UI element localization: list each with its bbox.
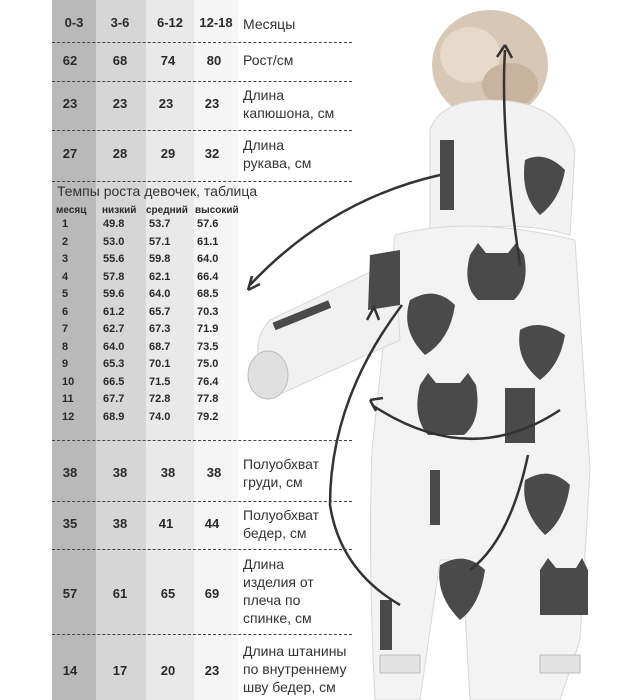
size-value: 38: [206, 465, 222, 480]
size-value: 38: [112, 516, 128, 531]
size-value: 17: [112, 663, 128, 678]
growth-table-header: низкий: [102, 205, 137, 216]
row-divider: [52, 42, 352, 43]
size-value: 12-18: [199, 15, 233, 30]
row-label: рукава, см: [243, 155, 312, 171]
growth-table-month: 1: [62, 218, 69, 230]
growth-table-value: 53.7: [149, 218, 171, 230]
growth-table-value: 67.3: [149, 323, 171, 335]
row-divider: [52, 440, 352, 441]
growth-table-value: 68.7: [149, 340, 171, 353]
size-value: 57: [62, 586, 78, 601]
size-value: 68: [112, 53, 128, 68]
growth-table-value: 76.4: [197, 375, 219, 388]
growth-table-value: 62.7: [103, 323, 125, 335]
row-label: спинке, см: [243, 610, 312, 626]
growth-table-month: 3: [62, 253, 69, 265]
size-value: 41: [158, 516, 174, 531]
growth-table-month: 11: [62, 393, 74, 405]
growth-table-month: 5: [62, 288, 69, 300]
row-divider: [52, 81, 352, 82]
size-value: 28: [112, 146, 128, 161]
growth-table-value: 57.6: [197, 218, 219, 230]
growth-table-value: 64.0: [149, 288, 171, 300]
growth-table-value: 62.1: [149, 270, 171, 283]
growth-table-month: 12: [62, 410, 75, 423]
row-label: плеча по: [243, 592, 301, 608]
size-value: 74: [160, 53, 176, 68]
growth-table-header: высокий: [195, 205, 239, 216]
growth-table-value: 77.8: [197, 393, 219, 405]
row-divider: [52, 130, 352, 131]
row-label: Длина: [243, 87, 284, 103]
growth-table-value: 74.0: [149, 410, 171, 423]
row-label: Месяцы: [243, 16, 296, 32]
growth-table-value: 61.2: [103, 305, 125, 318]
row-label: Длина: [243, 556, 284, 572]
growth-table-value: 61.1: [197, 235, 219, 248]
size-value: 62: [62, 53, 78, 68]
growth-table-month: 10: [62, 375, 75, 388]
growth-table-value: 59.8: [149, 253, 171, 265]
growth-table-value: 73.5: [197, 340, 219, 353]
growth-table-month: 2: [62, 235, 69, 248]
size-value: 0-3: [64, 15, 84, 30]
size-value: 35: [62, 516, 78, 531]
growth-table-value: 57.1: [149, 235, 171, 248]
size-value: 80: [206, 53, 222, 68]
row-label: груди, см: [243, 474, 303, 490]
size-value: 27: [62, 146, 78, 161]
size-value: 6-12: [156, 15, 184, 30]
growth-table-value: 68.5: [197, 288, 219, 300]
row-divider: [52, 501, 352, 502]
size-value: 14: [62, 663, 78, 678]
size-value: 23: [204, 96, 220, 111]
growth-table-value: 79.2: [197, 410, 219, 423]
growth-table-header: месяц: [56, 205, 87, 216]
growth-table-value: 66.5: [103, 375, 125, 388]
size-value: 61: [112, 586, 128, 601]
row-label: по внутреннему: [243, 661, 347, 677]
row-label: бедер, см: [243, 525, 307, 541]
growth-table-value: 66.4: [197, 270, 219, 283]
size-value: 44: [204, 516, 220, 531]
row-label: Полуобхват: [243, 456, 320, 472]
row-divider: [52, 634, 352, 635]
growth-table-month: 4: [62, 270, 69, 283]
growth-table-value: 71.9: [197, 323, 219, 335]
size-value: 38: [112, 465, 128, 480]
growth-table-value: 67.7: [103, 393, 125, 405]
growth-table-value: 70.3: [197, 305, 219, 318]
growth-table-month: 8: [62, 340, 69, 353]
growth-table-month: 9: [62, 358, 69, 370]
growth-table-value: 65.7: [149, 305, 171, 318]
row-label: шву бедер, см: [243, 679, 336, 695]
growth-table-month: 7: [62, 323, 69, 335]
size-value: 23: [158, 96, 174, 111]
growth-table-header: средний: [146, 205, 188, 216]
size-value: 29: [160, 146, 176, 161]
row-label: Полуобхват: [243, 507, 320, 523]
size-value: 38: [62, 465, 78, 480]
size-value: 69: [204, 586, 220, 601]
growth-table-value: 71.5: [149, 375, 171, 388]
growth-table-value: 64.0: [197, 253, 219, 265]
growth-table-value: 49.8: [103, 218, 125, 230]
row-label: капюшона, см: [243, 105, 335, 121]
size-value: 3-6: [110, 15, 130, 30]
growth-table-value: 53.0: [103, 235, 125, 248]
row-label: Длина штанины: [243, 643, 347, 659]
size-value: 23: [204, 663, 220, 678]
size-value: 65: [160, 586, 176, 601]
size-value: 38: [160, 465, 176, 480]
row-label: Длина: [243, 137, 284, 153]
size-value: 23: [112, 96, 128, 111]
growth-table-value: 59.6: [103, 288, 125, 300]
growth-table-value: 65.3: [103, 358, 125, 370]
growth-table-value: 75.0: [197, 358, 219, 370]
size-value: 32: [204, 146, 220, 161]
growth-table-value: 55.6: [103, 253, 125, 265]
growth-table-value: 72.8: [149, 393, 171, 405]
growth-table-value: 64.0: [103, 340, 125, 353]
row-divider: [52, 549, 352, 550]
row-label: изделия от: [243, 574, 314, 590]
growth-table-title: Темпы роста девочек, таблица: [57, 183, 258, 199]
size-value: 23: [62, 96, 78, 111]
growth-table-value: 57.8: [103, 270, 125, 283]
row-divider: [52, 181, 352, 182]
row-label: Рост/см: [243, 52, 294, 68]
growth-table-value: 70.1: [149, 358, 171, 370]
growth-table-value: 68.9: [103, 410, 125, 423]
size-value: 20: [160, 663, 176, 678]
growth-table-month: 6: [62, 305, 69, 318]
